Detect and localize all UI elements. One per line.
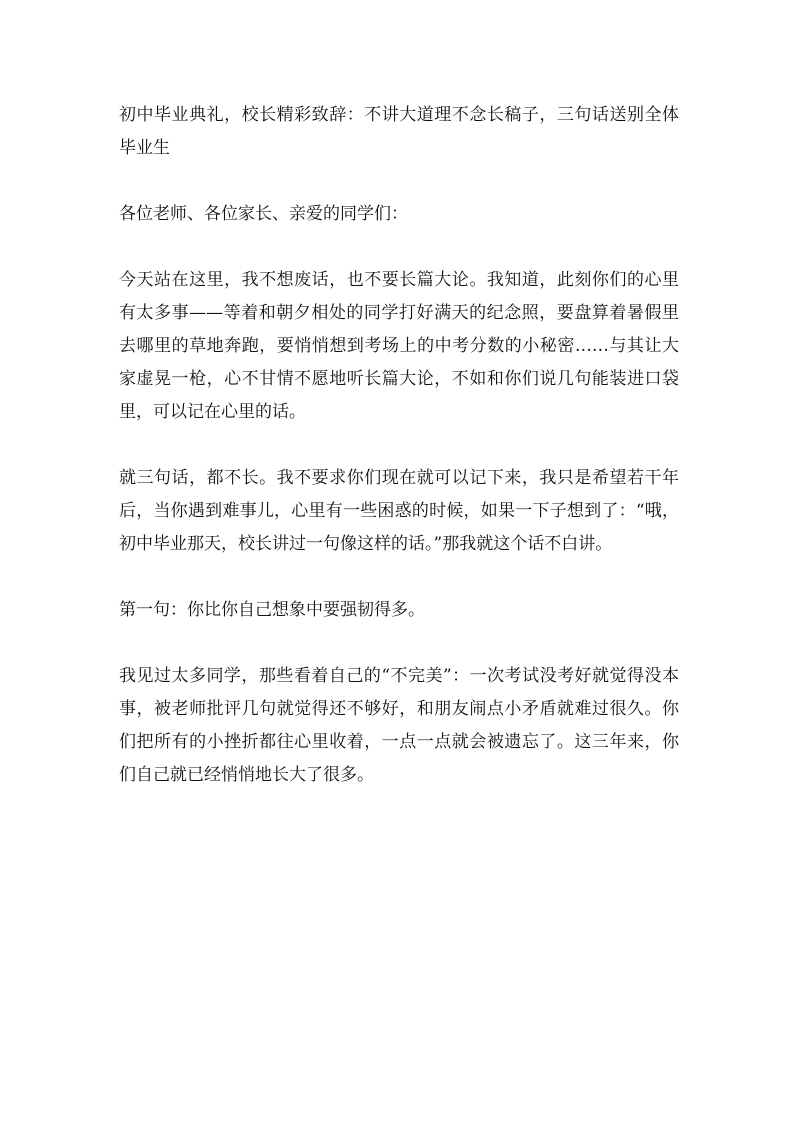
body-paragraph: 就三句话，都不长。我不要求你们现在就可以记下来，我只是希望若干年后，当你遇到难事儿，心里有一些困惑的时候，如果一下子想到了：“哦，初中毕业那天，校长讲过一句像这样的话。”那我就这个话不白讲。 [119,468,679,554]
salutation-paragraph: 各位老师、各位家长、亲爱的同学们： [119,204,408,224]
body-paragraph: 我见过太多同学，那些看着自己的“不完美”：一次考试没考好就觉得没本事，被老师批评几句就觉得还不够好，和朋友闹点小矛盾就难过很久。你们把所有的小挫折都往心里收着，一点一点就会被遗忘了。这三年来，你们自己就已经悄悄地长大了很多。 [119,666,679,785]
document-body [119,99,679,792]
body-paragraph: 今天站在这里，我不想废话，也不要长篇大论。我知道，此刻你们的心里有太多事——等着和朝夕相处的同学打好满天的纪念照，要盘算着暑假里去哪里的草地奔跑，要悄悄想到考场上的中考分数的小秘密……与其让大家虚晃一枪，心不甘情不愿地听长篇大论，不如和你们说几句能装进口袋里，可以记在心里的话。 [119,270,679,422]
document-title: 初中毕业典礼，校长精彩致辞：不讲大道理不念长稿子，三句话送别全体毕业生 [119,105,679,158]
section-heading-paragraph: 第一句：你比你自己想象中要强韧得多。 [119,600,425,620]
